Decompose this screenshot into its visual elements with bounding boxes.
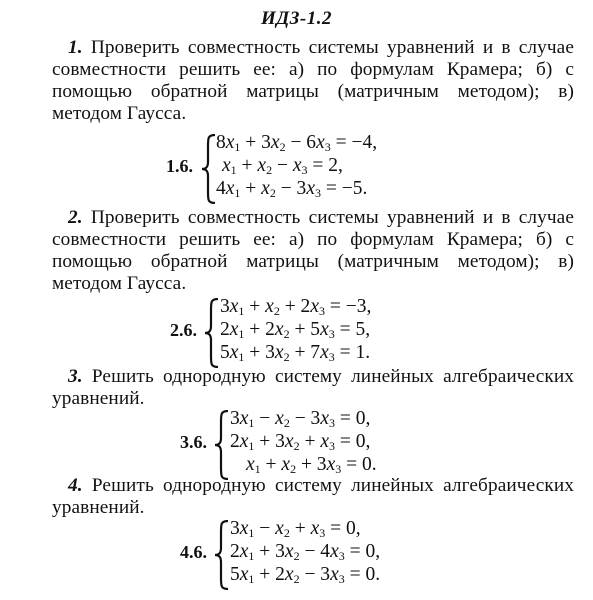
task-1-statement: Проверить совместность системы уравнений и в случае совместности решить ее: а) по формулам Крамера; б) с помощью обратной матрицы (матричным методом); в) методом Гаусса. [52, 37, 574, 124]
system-1-eq-2: $x_1 + x_2 - x_3 = 2$, [222, 155, 343, 177]
system-3-label: 3.6. [180, 432, 207, 452]
system-4-brace [214, 520, 230, 590]
system-2-eq-1: $3x_1 + x_2 + 2x_3 = -3$, [220, 296, 372, 318]
system-4-label: 4.6. [180, 542, 207, 562]
task-3-text [52, 366, 574, 410]
system-3-eq-3: $x_1 + x_2 + 3x_3 = 0$. [246, 454, 377, 476]
system-4-eq-2: $2x_1 + 3x_2 - 4x_3 = 0$, [230, 541, 381, 563]
system-1-eq-3: $4x_1 + x_2 - 3x_3 = -5$. [216, 178, 368, 200]
task-4-text [52, 475, 574, 519]
system-2-eq-2: $2x_1 + 2x_2 + 5x_3 = 5$, [220, 319, 371, 341]
task-2-text [52, 207, 574, 295]
system-4-eq-1: $3x_1 - x_2 + x_3 = 0$, [230, 518, 361, 540]
task-1-text [52, 37, 574, 125]
system-2-eq-3: $5x_1 + 3x_2 + 7x_3 = 1$. [220, 342, 371, 364]
system-3-brace [214, 410, 230, 480]
system-2-brace [204, 298, 220, 368]
system-1-brace [201, 134, 217, 204]
task-4-number: 4. [68, 475, 83, 496]
task-2-statement: Проверить совместность системы уравнений и в случае совместности решить ее: а) по формулам Крамера; б) с помощью обратной матрицы (матричным методом); в) методом Гаусса. [52, 207, 574, 294]
system-1-label: 1.6. [166, 156, 193, 176]
task-4-statement: Решить однородную систему линейных алгебраических уравнений. [52, 475, 574, 518]
system-2-label: 2.6. [170, 320, 197, 340]
system-1-eq-1: $8x_1 + 3x_2 - 6x_3 = -4$, [216, 132, 378, 154]
system-4-eq-3: $5x_1 + 2x_2 - 3x_3 = 0$. [230, 564, 381, 586]
page-title: ИДЗ-1.2 [260, 8, 332, 29]
task-1-number: 1. [68, 37, 83, 58]
system-3-eq-2: $2x_1 + 3x_2 + x_3 = 0$, [230, 431, 371, 453]
task-3-statement: Решить однородную систему линейных алгебраических уравнений. [52, 366, 574, 409]
task-3-number: 3. [68, 366, 83, 387]
task-2-number: 2. [68, 207, 83, 228]
system-3-eq-1: $3x_1 - x_2 - 3x_3 = 0$, [230, 408, 371, 430]
